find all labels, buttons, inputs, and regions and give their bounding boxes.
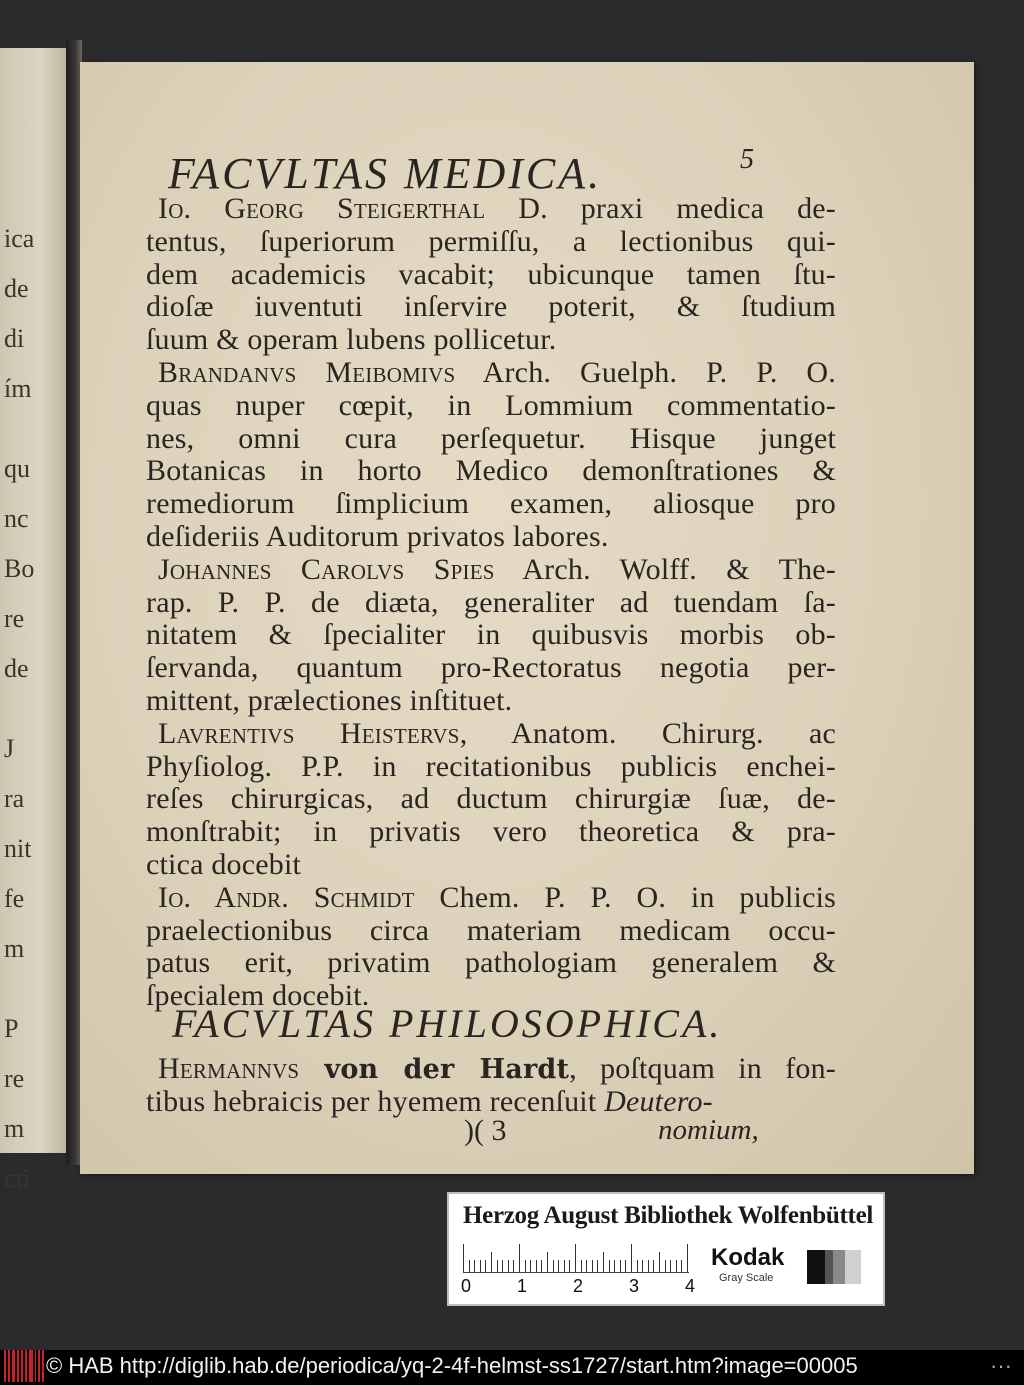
gray-swatches [807, 1250, 861, 1284]
gray-swatch [833, 1250, 845, 1284]
left-page-fragment: di [4, 324, 25, 353]
barcode-bar [29, 1350, 33, 1382]
text-line [158, 356, 836, 390]
ruler-tick [553, 1260, 554, 1272]
ruler-tick [491, 1252, 492, 1272]
text-run: remediorum ſimplicium examen, aliosque pro [146, 487, 836, 521]
ruler-number: 4 [685, 1276, 696, 1296]
ruler-tick [480, 1260, 481, 1272]
person-name: Johannes Carolvs Spies [158, 552, 495, 586]
ruler-tick [642, 1260, 643, 1272]
ruler-tick [508, 1260, 509, 1272]
text-run: reſes chirurgicas, ad ductum chirurgiæ ſuæ, de- [146, 782, 836, 816]
ruler-tick [581, 1260, 582, 1272]
barcode-bar [12, 1350, 15, 1382]
text-line [146, 848, 836, 882]
ruler-tick [665, 1260, 666, 1272]
text-line [146, 782, 836, 816]
text-run: Arch. Wolff. & The- [494, 552, 836, 586]
ruler-tick [687, 1244, 688, 1272]
ruler-tick [659, 1252, 660, 1272]
text-run: nes, omni cura perſequetur. Hisque junget [146, 421, 836, 455]
ruler-tick [485, 1260, 486, 1272]
barcode-bar [4, 1350, 6, 1382]
text-line [146, 225, 836, 259]
text-line [146, 946, 836, 980]
text-run: mittent, prælectiones inſtituet. [146, 684, 513, 717]
page-number: 5 [740, 144, 754, 175]
text-line [146, 389, 836, 423]
ruler-number: 3 [629, 1276, 640, 1296]
library-name: Herzog August Bibliothek Wolfenbüttel [463, 1202, 874, 1229]
ruler-tick [536, 1260, 537, 1272]
ruler-tick [564, 1260, 565, 1272]
barcode-bar [8, 1350, 10, 1382]
page-url[interactable]: © HAB http://diglib.hab.de/periodica/yq-2-4f-helmst-ss1727/start.htm?image=00005 [46, 1353, 858, 1378]
barcode-bar [38, 1350, 40, 1382]
ruler-tick [541, 1260, 542, 1272]
text-run: von der Hardt [299, 1054, 570, 1085]
left-page-fragment: cti [4, 1164, 30, 1193]
scale-ruler [463, 1242, 689, 1273]
text-run: quas nuper cœpit, in Lommium commentatio- [146, 388, 836, 422]
left-page-fragment: J [4, 734, 15, 763]
text-run: ſpecialem docebit. [146, 979, 370, 1013]
ruler-tick [631, 1244, 632, 1272]
barcode-bar [17, 1350, 19, 1382]
left-page-fragment: re [4, 1064, 25, 1093]
ruler-tick [676, 1260, 677, 1272]
left-page-fragment: nc [4, 504, 29, 533]
text-line [146, 258, 836, 292]
text-run: ctica docebit [146, 848, 302, 881]
ruler-tick [547, 1252, 548, 1272]
left-facing-page [0, 48, 72, 1193]
text-run: dem academicis vacabit; ubicunque tamen ſtu- [146, 257, 836, 291]
gray-swatch [807, 1250, 825, 1284]
text-run: monſtrabit; in privatis vero theoretica & pra- [146, 815, 836, 849]
ruler-tick [575, 1244, 576, 1272]
barcode-icon [4, 1350, 44, 1382]
left-page-fragment: qu [4, 454, 30, 483]
person-name: Hermannvs [158, 1052, 300, 1085]
person-name: Brandanvs Meibomivs [158, 356, 456, 389]
text-run: Chem. P. P. O. in publicis [414, 880, 836, 914]
ruler-number: 0 [461, 1276, 472, 1296]
text-line [158, 192, 836, 226]
barcode-bar [35, 1350, 37, 1382]
left-page-fragment: Bo [4, 554, 35, 583]
person-name: Io. Georg Steigerthal [158, 192, 486, 225]
text-run: praelectionibus circa materiam medicam occu- [146, 913, 836, 947]
text-line [146, 914, 836, 948]
text-run: Arch. Guelph. P. P. O. [455, 356, 836, 389]
text-run: ſuum & operam lubens pollicetur. [146, 323, 557, 357]
left-page-fragment: m [4, 934, 25, 963]
ruler-tick [637, 1260, 638, 1272]
ruler-tick [519, 1244, 520, 1272]
text-run: rap. P. P. de diæta, generaliter ad tuendam ſa- [146, 585, 836, 619]
ruler-tick [586, 1260, 587, 1272]
ruler-tick [625, 1260, 626, 1272]
text-run: ſervanda, quantum pro-Rectoratus negotia per- [146, 651, 836, 685]
ruler-tick [558, 1260, 559, 1272]
text-line [146, 750, 836, 784]
left-page-fragment: P [4, 1014, 19, 1043]
text-run: Botanicas in horto Medico demonſtrationes & [146, 454, 836, 488]
text-line [146, 979, 836, 1013]
ruler-tick [513, 1260, 514, 1272]
text-run: tibus hebraicis per hyemem recenſuit [146, 1085, 605, 1118]
ruler-tick [474, 1260, 475, 1272]
ruler-tick [648, 1260, 649, 1272]
ruler-tick [502, 1260, 503, 1272]
ruler-tick [469, 1260, 470, 1272]
barcode-bar [21, 1350, 23, 1382]
gray-scale-caption: Gray Scale [719, 1272, 774, 1284]
ruler-tick [681, 1260, 682, 1272]
text-line [146, 618, 836, 652]
text-line [146, 684, 836, 718]
ruler-tick [609, 1260, 610, 1272]
text-line [158, 1052, 836, 1086]
ruler-tick [670, 1260, 671, 1272]
text-line [146, 290, 836, 324]
left-page-fragment: m [4, 1114, 25, 1143]
left-page-fragment: re [4, 604, 25, 633]
text-run: , Anatom. Chirurg. ac [459, 716, 837, 750]
book-page [80, 62, 974, 1174]
left-page-fragment: de [4, 654, 29, 683]
text-run: Phyſiolog. P.P. in recitationibus publicis enchei- [146, 749, 836, 783]
person-name: Io. Andr. Schmidt [158, 880, 415, 914]
text-run: tentus, ſuperiorum permiſſu, a lectionibus qui- [146, 224, 836, 258]
url-status-bar [0, 1350, 1024, 1385]
ruler-tick [463, 1244, 464, 1272]
text-line [146, 323, 836, 357]
text-line [158, 717, 836, 751]
ruler-tick [620, 1260, 621, 1272]
text-line [146, 487, 836, 521]
left-page-fragment: ím [4, 374, 32, 403]
ruler-number: 1 [517, 1276, 528, 1296]
text-line [146, 586, 836, 620]
text-run: , poſtquam in fon- [569, 1052, 836, 1085]
ruler-tick [603, 1252, 604, 1272]
text-line [146, 422, 836, 456]
left-page-fragment: ica [4, 224, 35, 253]
gray-swatch [845, 1250, 861, 1284]
ruler-tick [592, 1260, 593, 1272]
ruler-tick [569, 1260, 570, 1272]
text-line [146, 520, 836, 554]
text-run: Deutero- [604, 1085, 713, 1118]
heading-facultas-medica: FACVLTAS MEDICA. [168, 149, 603, 198]
ruler-number: 2 [573, 1276, 584, 1296]
person-name: Lavrentivs Heistervs [158, 716, 460, 750]
text-run: patus erit, privatim pathologiam generalem & [146, 946, 836, 980]
text-run: nitatem & ſpecialiter in quibusvis morbis ob- [146, 618, 836, 652]
ruler-tick [497, 1260, 498, 1272]
text-line [158, 881, 836, 915]
left-page-fragment: ra [4, 784, 25, 813]
barcode-bar [25, 1350, 27, 1382]
ruler-tick [597, 1260, 598, 1272]
heading-facultas-philosophica: FACVLTAS PHILOSOPHICA. [172, 1001, 723, 1046]
text-line [146, 651, 836, 685]
ruler-tick [525, 1260, 526, 1272]
text-run: deſideriis Auditorum privatos labores. [146, 520, 609, 553]
ruler-tick [653, 1260, 654, 1272]
text-line [146, 1085, 836, 1119]
text-run: dioſæ iuventuti inſervire poterit, & ſtudium [146, 290, 836, 324]
kodak-logo: Kodak [711, 1244, 785, 1271]
gray-swatch [825, 1250, 833, 1284]
left-page-fragment: nit [4, 834, 32, 863]
ruler-tick [530, 1260, 531, 1272]
catchword: nomium, [658, 1114, 759, 1146]
barcode-bar [42, 1350, 44, 1382]
signature-mark: )( 3 [464, 1114, 507, 1147]
left-page-fragment: fe [4, 884, 25, 913]
text-line [158, 553, 836, 587]
left-page-fragment: de [4, 274, 29, 303]
text-line [146, 454, 836, 488]
more-icon[interactable]: ··· [990, 1353, 1012, 1378]
ruler-tick [614, 1260, 615, 1272]
text-run: D. praxi medica de- [485, 192, 836, 225]
library-color-label [447, 1192, 885, 1306]
text-line [146, 815, 836, 849]
page-text [80, 62, 974, 1174]
